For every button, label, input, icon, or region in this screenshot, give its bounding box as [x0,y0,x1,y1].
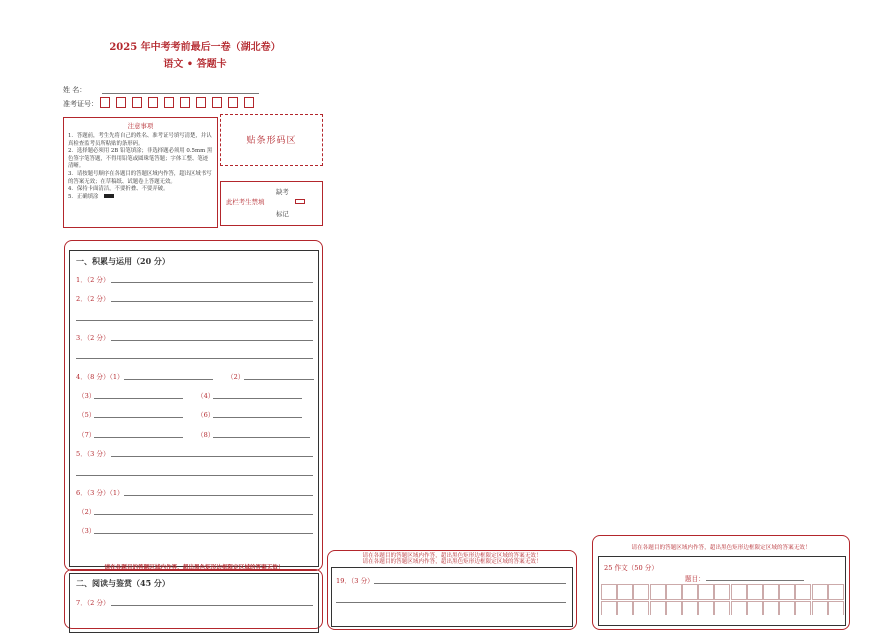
essay-grid-cell[interactable] [828,601,844,615]
q19-answer-line[interactable] [374,583,566,584]
q19-answer-line[interactable] [336,602,566,603]
name-label: 姓 名： [63,86,87,94]
id-cells[interactable] [100,97,260,108]
essay-grid[interactable] [601,584,845,615]
essay-grid-cell[interactable] [747,601,763,615]
id-cell[interactable] [148,97,158,108]
id-cell[interactable] [196,97,206,108]
id-cell[interactable] [100,97,110,108]
middle-warning-2: 请在各题目的答题区域内作答，超出黑色矩形边框限定区域的答案无效！ [362,559,542,565]
essay-grid-cell[interactable] [617,601,633,615]
q4-label: 4．（8 分）（1） [76,373,124,381]
essay-grid-cell[interactable] [828,584,844,600]
notice-item: 5．正确填涂 [68,194,213,202]
notice-title: 注意事项 [127,122,154,130]
q4-4-line[interactable] [213,398,302,399]
essay-grid-cell[interactable] [666,584,682,600]
barcode-label: 贴条形码区 [246,136,297,146]
q3-label: 3．（2 分） [76,334,110,342]
q7-label: 7．（2 分） [76,599,110,607]
essay-grid-cell[interactable] [795,584,811,600]
q6-2-line[interactable] [94,514,313,515]
essay-grid-cell[interactable] [666,601,682,615]
id-cell[interactable] [164,97,174,108]
notice-item: 2．选择题必须用 2B 铅笔填涂；非选择题必须用 0.5mm 黑色签字笔答题，不得用铅笔或圆珠笔答题；字体工整、笔迹清晰。 [68,148,213,170]
essay-grid-cell[interactable] [617,584,633,600]
q4-2-label: （2） [227,373,245,381]
filled-sample-mark [104,194,114,198]
q4-2-line[interactable] [244,379,314,380]
essay-grid-cell[interactable] [795,601,811,615]
q4-7-line[interactable] [94,437,183,438]
id-cell[interactable] [244,97,254,108]
q4-4-label: （4） [197,392,215,400]
absent-mark-box[interactable] [295,199,305,204]
q4-3-line[interactable] [94,398,183,399]
q5-label: 5．（3 分） [76,450,110,458]
notice-box [63,117,218,228]
essay-grid-cell[interactable] [812,584,828,600]
id-cell[interactable] [132,97,142,108]
essay-grid-cell[interactable] [731,601,747,615]
q3-answer-line[interactable] [76,358,313,359]
id-cell[interactable] [116,97,126,108]
q4-8-label: （8） [197,431,215,439]
essay-grid-cell[interactable] [633,601,649,615]
topic-line[interactable] [706,580,804,581]
q4-5-line[interactable] [94,417,183,418]
exam-title: 2025 年中考考前最后一卷（湖北卷） [109,42,281,53]
section1-warning: 请在各题目的答题区域内作答，超出黑色矩形边框限定区域的答案无效！ [104,565,284,571]
q3-answer-line[interactable] [111,340,313,341]
q4-8-line[interactable] [213,437,310,438]
essay-grid-cell[interactable] [650,584,666,600]
notice-item: 4．保持卡面清洁，不要折叠、不要弄破。 [68,186,169,193]
essay-grid-cell[interactable] [763,601,779,615]
absent-top-label: 缺考 [276,188,289,196]
essay-grid-cell[interactable] [763,584,779,600]
notice-item: 1．答题前，考生先将自己的姓名、准考证号填写清楚，并认真检查监考员所粘贴的条形码。 [68,133,212,147]
essay-grid-cell[interactable] [698,584,714,600]
q7-answer-line[interactable] [111,605,313,606]
q19-label: 19．（3 分） [336,577,374,585]
topic-label: 题目： [685,575,705,583]
q6-3-label: （3） [78,527,96,535]
essay-grid-cell[interactable] [601,601,617,615]
id-cell[interactable] [212,97,222,108]
q4-7-label: （7） [78,431,96,439]
q6-label: 6．（3 分）（1） [76,489,124,497]
q2-answer-line[interactable] [76,320,313,321]
id-label: 准考证号： [63,100,98,108]
essay-grid-cell[interactable] [812,601,828,615]
q1-label: 1．（2 分） [76,276,110,284]
q4-6-label: （6） [197,411,215,419]
notice-item: 3．请按题号顺序在各题目的答题区域内作答，超出区域书写的答案无效；在草稿纸、试题卷上答题无效。 [68,170,212,185]
essay-grid-cell[interactable] [779,584,795,600]
essay-grid-cell[interactable] [682,601,698,615]
essay-grid-cell[interactable] [650,601,666,615]
essay-grid-cell[interactable] [714,601,730,615]
id-cell[interactable] [180,97,190,108]
essay-grid-cell[interactable] [731,584,747,600]
essay-grid-cell[interactable] [682,584,698,600]
right-warning: 请在各题目的答题区域内作答，超出黑色矩形边框限定区域的答案无效！ [631,545,811,551]
section1-title: 一、积累与运用（20 分） [76,256,170,266]
q2-label: 2．（2 分） [76,295,110,303]
q6-3-line[interactable] [94,533,313,534]
id-cell[interactable] [228,97,238,108]
q6-1-line[interactable] [124,495,313,496]
exam-subtitle: 语文 • 答题卡 [163,59,227,70]
essay-grid-cell[interactable] [779,601,795,615]
section2-title: 二、阅读与鉴赏（45 分） [76,578,170,588]
q5-answer-line[interactable] [111,456,313,457]
absent-note: 此栏考生禁填 [226,198,265,206]
q4-3-label: （3） [78,392,96,400]
middle-warning-1: 请在各题目的答题区域内作答，超出黑色矩形边框限定区域的答案无效！ [362,553,542,559]
essay-grid-cell[interactable] [633,584,649,600]
q4-5-label: （5） [78,411,96,419]
q5-answer-line[interactable] [76,475,313,476]
q2-answer-line[interactable] [111,301,313,302]
q6-2-label: （2） [78,508,96,516]
q25-label: 25 作文（50 分） [604,564,658,572]
essay-grid-cell[interactable] [714,584,730,600]
absent-bottom-label: 标记 [276,210,289,218]
essay-grid-cell[interactable] [698,601,714,615]
q4-6-line[interactable] [213,417,302,418]
q4-1-line[interactable] [124,379,213,380]
q1-answer-line[interactable] [111,282,313,283]
name-field[interactable] [102,93,259,94]
essay-grid-cell[interactable] [747,584,763,600]
essay-grid-cell[interactable] [601,584,617,600]
